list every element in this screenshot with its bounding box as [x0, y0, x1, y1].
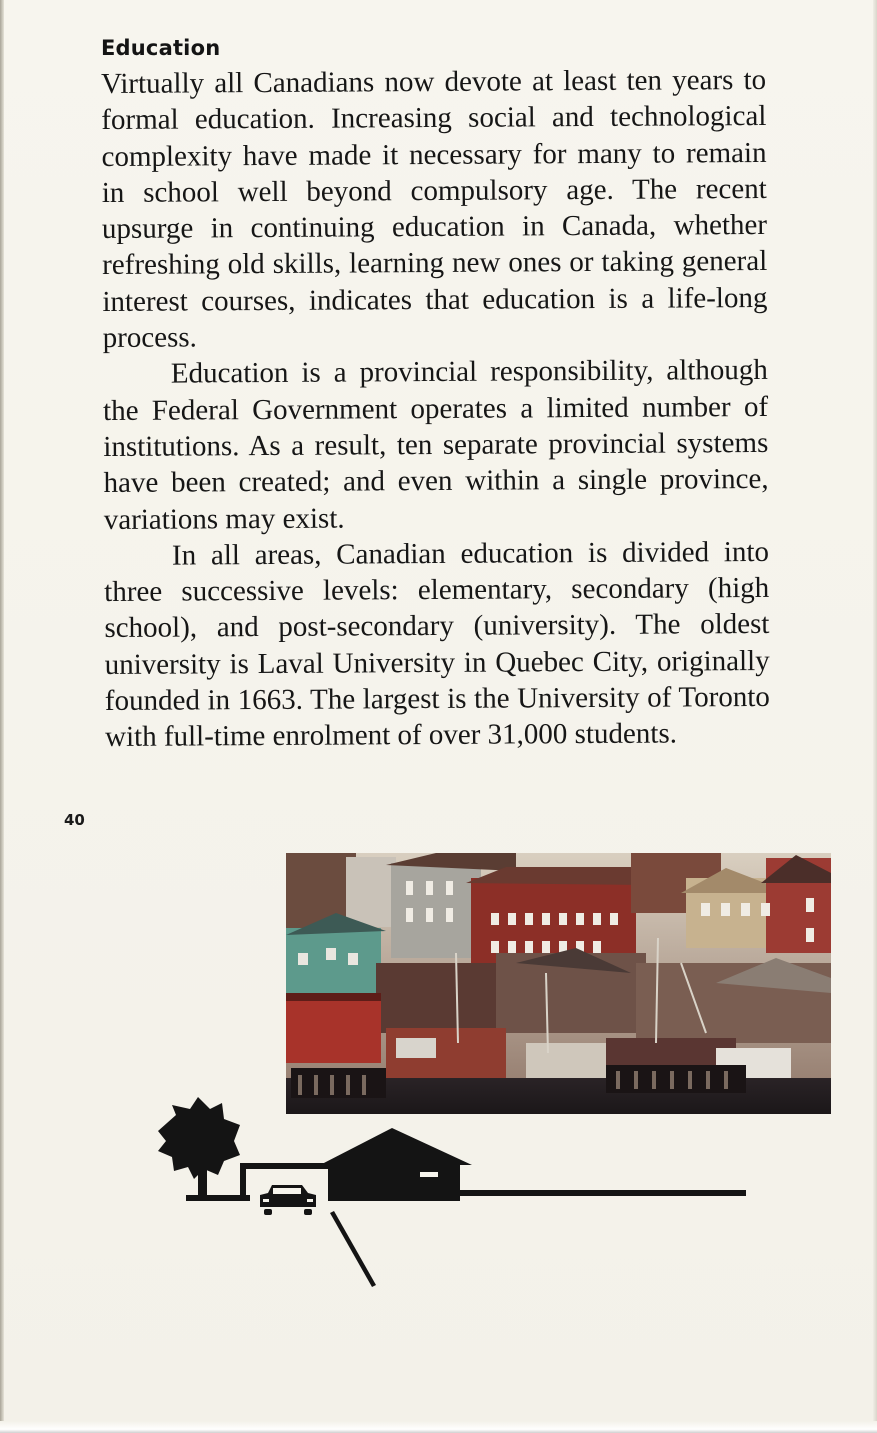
paragraph-2: Education is a provincial responsibility, although the Federal Government operates a limited number of institutions. As a result, ten separate provincial systems have been created; and even within a single province, variations may exist. [103, 354, 769, 536]
tree-icon [158, 1097, 240, 1199]
body-text [101, 62, 770, 756]
harbour-town-photo [286, 853, 831, 1114]
page-left-edge [0, 0, 4, 1433]
paragraph-1: Virtually all Canadians now devote at least ten years to formal education. Increasing social and technological complexity have made it necessary for many to remain in school well beyond compulsory age. The recent upsurge in continuing education in Canada, whether refreshing old skills, learning new ones or taking general interest courses, indicates that education is a life-long process. [101, 63, 768, 355]
section-heading: Education [101, 36, 221, 60]
page-number: 40 [64, 811, 85, 829]
page-bottom-edge [0, 1421, 877, 1433]
paragraph-3: In all areas, Canadian education is divided into three successive levels: elementary, secondary (high school), and post-secondary (university). The oldest university is Laval University in Quebec City, originally founded in 1663. The largest is the University of Toronto with full-time enrolment of over 31,000 students. [104, 535, 770, 754]
tree-house-carport-car-pictogram [150, 1095, 750, 1295]
house-icon [320, 1128, 472, 1201]
page-right-edge [873, 0, 877, 1433]
